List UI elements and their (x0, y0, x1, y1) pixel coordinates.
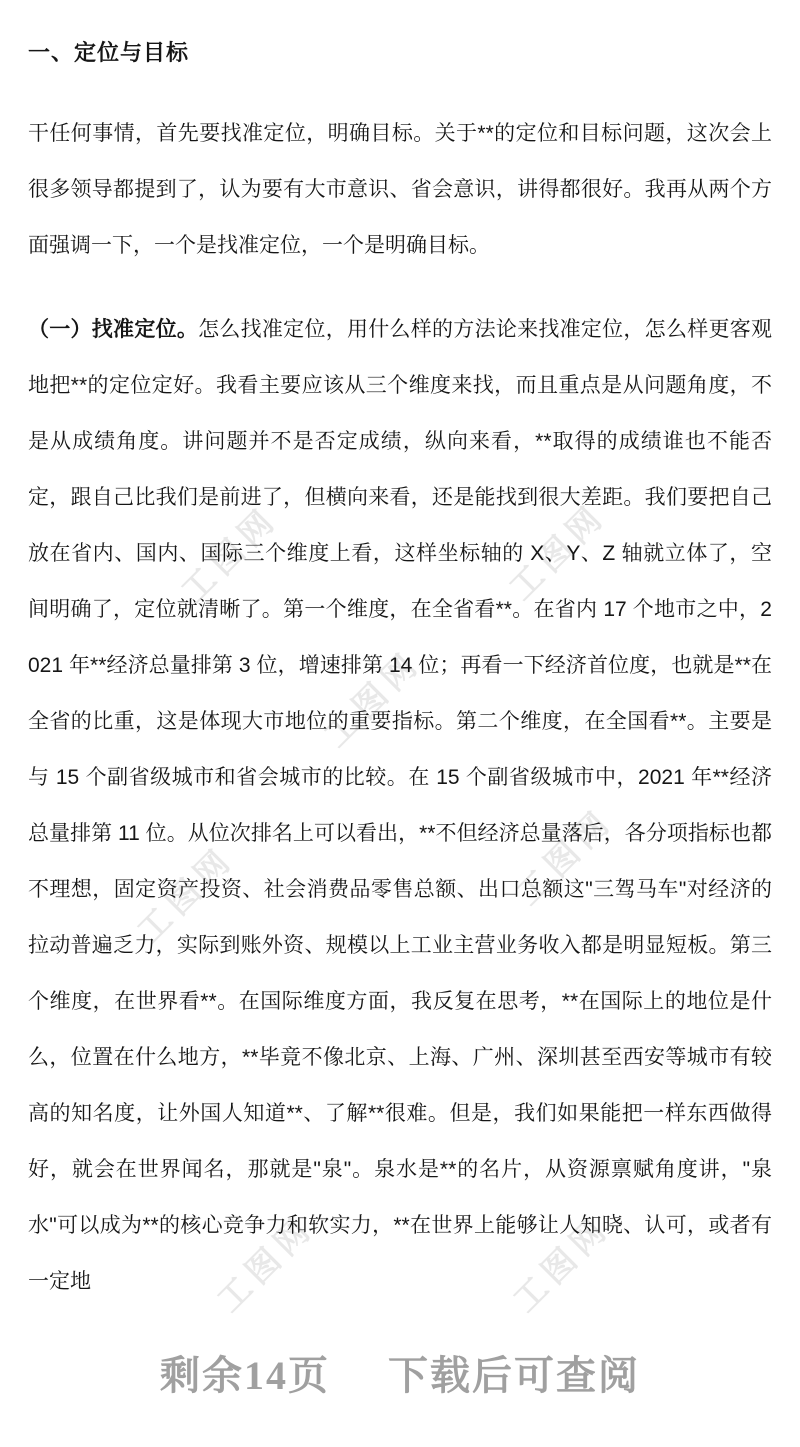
watermark-text: 工图网 (316, 642, 428, 754)
watermark-text: 工图网 (129, 838, 241, 950)
paragraph: 干任何事情，首先要找准定位，明确目标。关于**的定位和目标问题，这次会上很多领导都提到了，认为要有大市意识、省会意识，讲得都很好。我再从两个方面强调一下，一个是找准定位，一个是明确目标。 (28, 122, 772, 257)
watermark-text: 工图网 (173, 498, 285, 610)
watermark-text: 工图网 (209, 1207, 321, 1319)
document-body (28, 106, 772, 1310)
section-heading: 一、定位与目标 (28, 40, 190, 65)
preview-footer (0, 1344, 800, 1401)
watermark-text: 工图网 (508, 800, 620, 912)
paragraph: （一）找准定位。怎么找准定位，用什么样的方法论来找准定位，怎么样更客观地把**的定位定好。我看主要应该从三个维度来找，而且重点是从问题角度，不是从成绩角度。讲问题并不是否定成绩，纵向来看，**取得的成绩谁也不能否定，跟自己比我们是前进了，但横向来看，还是能找到很大差距。我们要把自己放在省内、国内、国际三个维度上看，这样坐标轴的 X、Y、Z 轴就立体了，空间明确了，定位就清晰了。第一个维度，在全省看**。在省内 17 个地市之中，2021 年**经济总量排第 3 位，增速排第 14 位；再看一下经济首位度，也就是**在全省的比重，这是体现大市地位的重要指标。第二个维度，在全国看**。主要是与 15 个副省级城市和省会城市的比较。在 15 个副省级城市中，2021 年**经济总量排第 11 位。从位次排名上可以看出，**不但经济总量落后，各分项指标也都不理想，固定资产投资、社会消费品零售总额、出口总额这"三驾马车"对经济的拉动普遍乏力，实际到账外资、规模以上工业主营业务收入都是明显短板。第三个维度，在世界看**。在国际维度方面，我反复在思考，**在国际上的地位是什么，位置在什么地方，**毕竟不像北京、上海、广州、深圳甚至西安等城市有较高的知名度，让外国人知道**、了解**很难。但是，我们如果能把一样东西做得好，就会在世界闻名，那就是"泉"。泉水是**的名片，从资源禀赋角度讲，"泉水"可以成为**的核心竞争力和软实力，**在世界上能够让人知晓、认可，或者有一定地 (28, 318, 773, 1293)
watermark-text: 工图网 (501, 495, 613, 607)
paragraph-lead-bold: （一）找准定位。 (28, 318, 199, 341)
watermark-text: 工图网 (505, 1207, 617, 1319)
pages-remaining-label: 剩余14页 (160, 1353, 330, 1398)
download-hint-label: 下载后可查阅 (388, 1353, 640, 1398)
